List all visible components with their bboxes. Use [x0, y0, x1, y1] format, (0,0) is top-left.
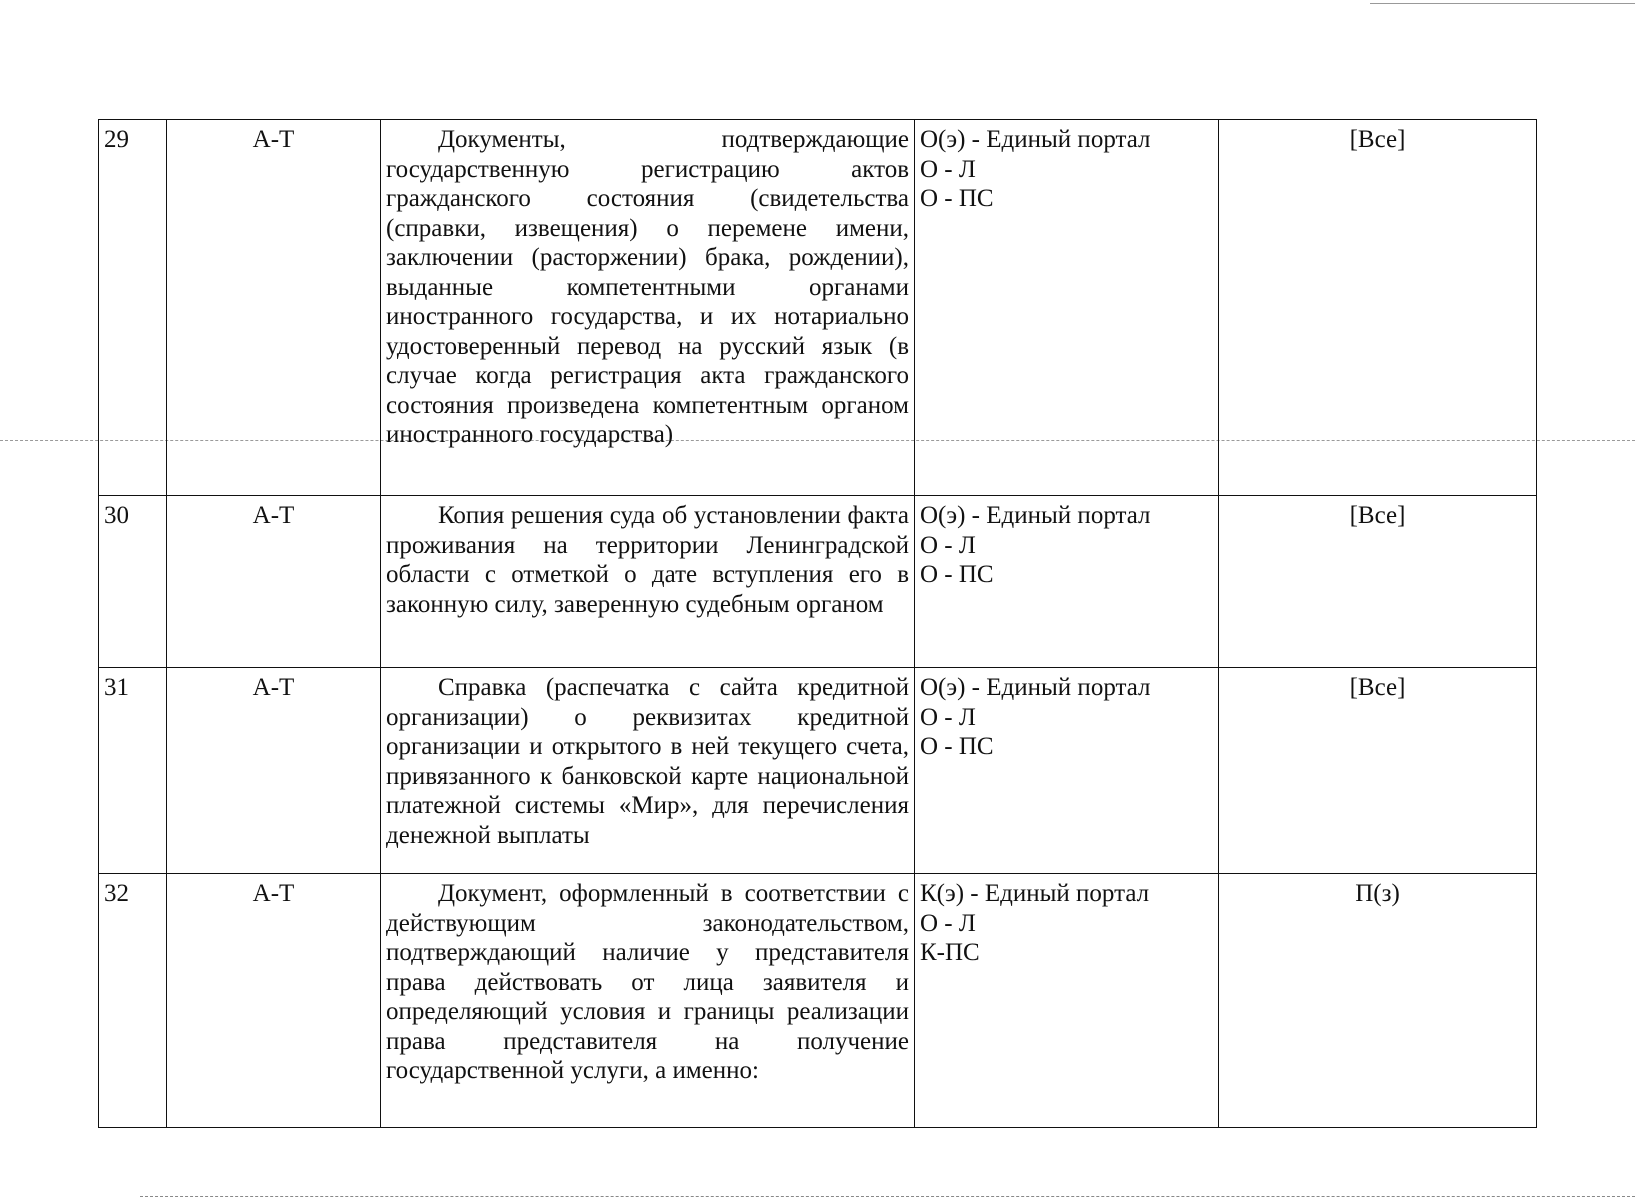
row-code: А-Т	[167, 668, 381, 874]
row-number: 30	[99, 496, 167, 668]
table-row	[99, 120, 1537, 496]
method-item: О - Л	[920, 703, 976, 731]
description-text: Документ, оформленный в соответствии с действующим законодательством, подтверждающий наличие у представителя права действовать от лица заявителя и определяющий условия и границы реализации права представителя на получение государственной услуги, а именно:	[386, 880, 909, 1084]
row-methods	[915, 668, 1219, 874]
row-scope: [Все]	[1219, 668, 1537, 874]
method-item: О - ПС	[920, 185, 994, 212]
method-item: К(э) - Единый портал	[920, 880, 1150, 907]
description-text: Справка (распечатка с сайта кредитной организации) о реквизитах кредитной организации и открытого в ней текущего счета, привязанного к банковской карте национальной платежной системы «Мир», для перечисления денежной выплаты	[386, 674, 909, 849]
method-item: О - Л	[920, 531, 976, 559]
description-text: Документы, подтверждающие государственную регистрацию актов гражданского состояния (свидетельства (справки, извещения) о перемене имени, заключении (расторжении) брака, рождении), выданные компетентными органами иностранного государства, и их нотариально удостоверенный перевод на русский язык (в случае когда регистрация акта гражданского состояния произведена компетентным органом иностранного государства)	[386, 126, 909, 448]
scan-bottom-line	[140, 1196, 1635, 1197]
row-code: А-Т	[167, 496, 381, 668]
table-row	[99, 496, 1537, 668]
table-row	[99, 874, 1537, 1128]
method-item: К-ПС	[920, 939, 980, 966]
row-methods	[915, 120, 1219, 496]
row-description	[381, 496, 915, 668]
method-item: О(э) - Единый портал	[920, 126, 1151, 153]
row-number: 29	[99, 120, 167, 496]
row-scope: [Все]	[1219, 496, 1537, 668]
method-item: О - ПС	[920, 733, 994, 760]
row-scope: [Все]	[1219, 120, 1537, 496]
row-methods	[915, 496, 1219, 668]
row-code: А-Т	[167, 874, 381, 1128]
row-code: А-Т	[167, 120, 381, 496]
method-item: О(э) - Единый портал	[920, 674, 1151, 701]
method-item: О(э) - Единый портал	[920, 502, 1151, 529]
method-item: О - Л	[920, 909, 976, 937]
row-description	[381, 668, 915, 874]
row-number: 31	[99, 668, 167, 874]
row-description	[381, 874, 915, 1128]
description-text: Копия решения суда об установлении факта проживания на территории Ленинградской области с отметкой о дате вступления его в законную силу, заверенную судебным органом	[386, 502, 909, 618]
scan-edge-line	[1370, 3, 1635, 4]
row-number: 32	[99, 874, 167, 1128]
row-description	[381, 120, 915, 496]
method-item: О - ПС	[920, 561, 994, 588]
row-methods	[915, 874, 1219, 1128]
documents-table	[98, 119, 1537, 1128]
row-scope: П(з)	[1219, 874, 1537, 1128]
method-item: О - Л	[920, 155, 976, 183]
table-row	[99, 668, 1537, 874]
